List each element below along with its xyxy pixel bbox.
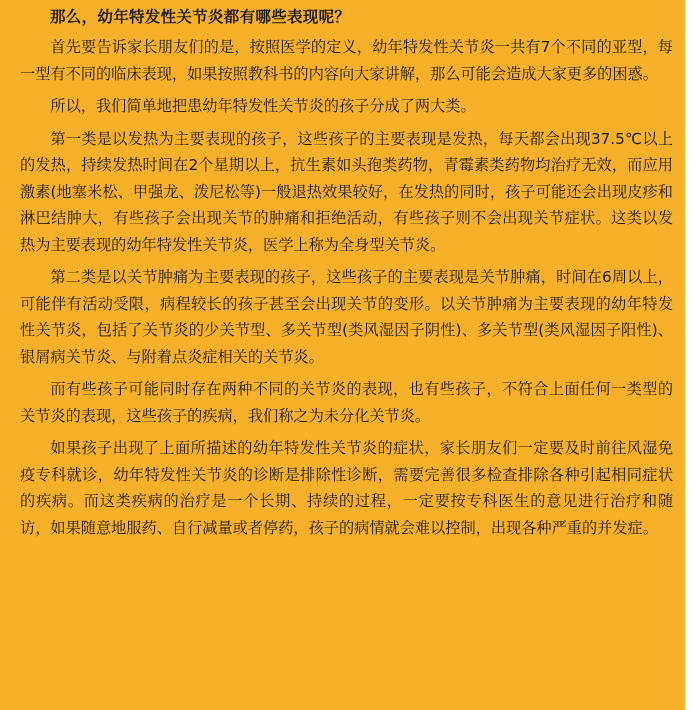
paragraph-advice: 如果孩子出现了上面所描述的幼年特发性关节炎的症状，家长朋友们一定要及时前往风湿免疫专科就诊，幼年特发性关节炎的诊断是排除性诊断，需要完善很多检查排除各种引起相同症状的疾病。而这类疾病的治疗是一个长期、持续的过程，一定要按专科医生的意见进行治疗和随访，如果随意地服药、自行减量或者停药，孩子的病情就会难以控制，出现各种严重的并发症。 (20, 439, 673, 537)
article-heading: 那么，幼年特发性关节炎都有哪些表现呢？ (50, 8, 351, 26)
paragraph-subtypes: 首先要告诉家长朋友们的是，按照医学的定义，幼年特发性关节炎一共有7个不同的亚型，每一型有不同的临床表现，如果按照教科书的内容向大家讲解，那么可能会造成大家更多的困惑。 (20, 38, 673, 83)
paragraph-undifferentiated: 而有些孩子可能同时存在两种不同的关节炎的表现，也有些孩子，不符合上面任何一类型的关节炎的表现，这些孩子的疾病，我们称之为未分化关节炎。 (20, 380, 673, 425)
paragraph-two-categories: 所以，我们简单地把患幼年特发性关节炎的孩子分成了两大类。 (50, 97, 476, 115)
paragraph-joint-type: 第二类是以关节肿痛为主要表现的孩子，这些孩子的主要表现是关节肿痛，时间在6周以上，可能伴有活动受限，病程较长的孩子甚至会出现关节的变形。以关节肿痛为主要表现的幼年特发性关节炎，包括了关节炎的少关节型、多关节型(类风湿因子阴性)、多关节型(类风湿因子阳性)、银屑病关节炎、与附着点炎症相关的关节炎。 (20, 268, 673, 366)
paragraph-fever-type: 第一类是以发热为主要表现的孩子，这些孩子的主要表现是发热，每天都会出现37.5℃以上的发热，持续发热时间在2个星期以上，抗生素如头孢类药物，青霉素类药物均治疗无效，而应用激素(地塞米松、甲强龙、泼尼松等)一般退热效果较好，在发热的同时，孩子可能还会出现皮疹和淋巴结肿大，有些孩子会出现关节的肿痛和拒绝活动，有些孩子则不会出现关节症状。这类以发热为主要表现的幼年特发性关节炎，医学上称为全身型关节炎。 (20, 129, 673, 254)
